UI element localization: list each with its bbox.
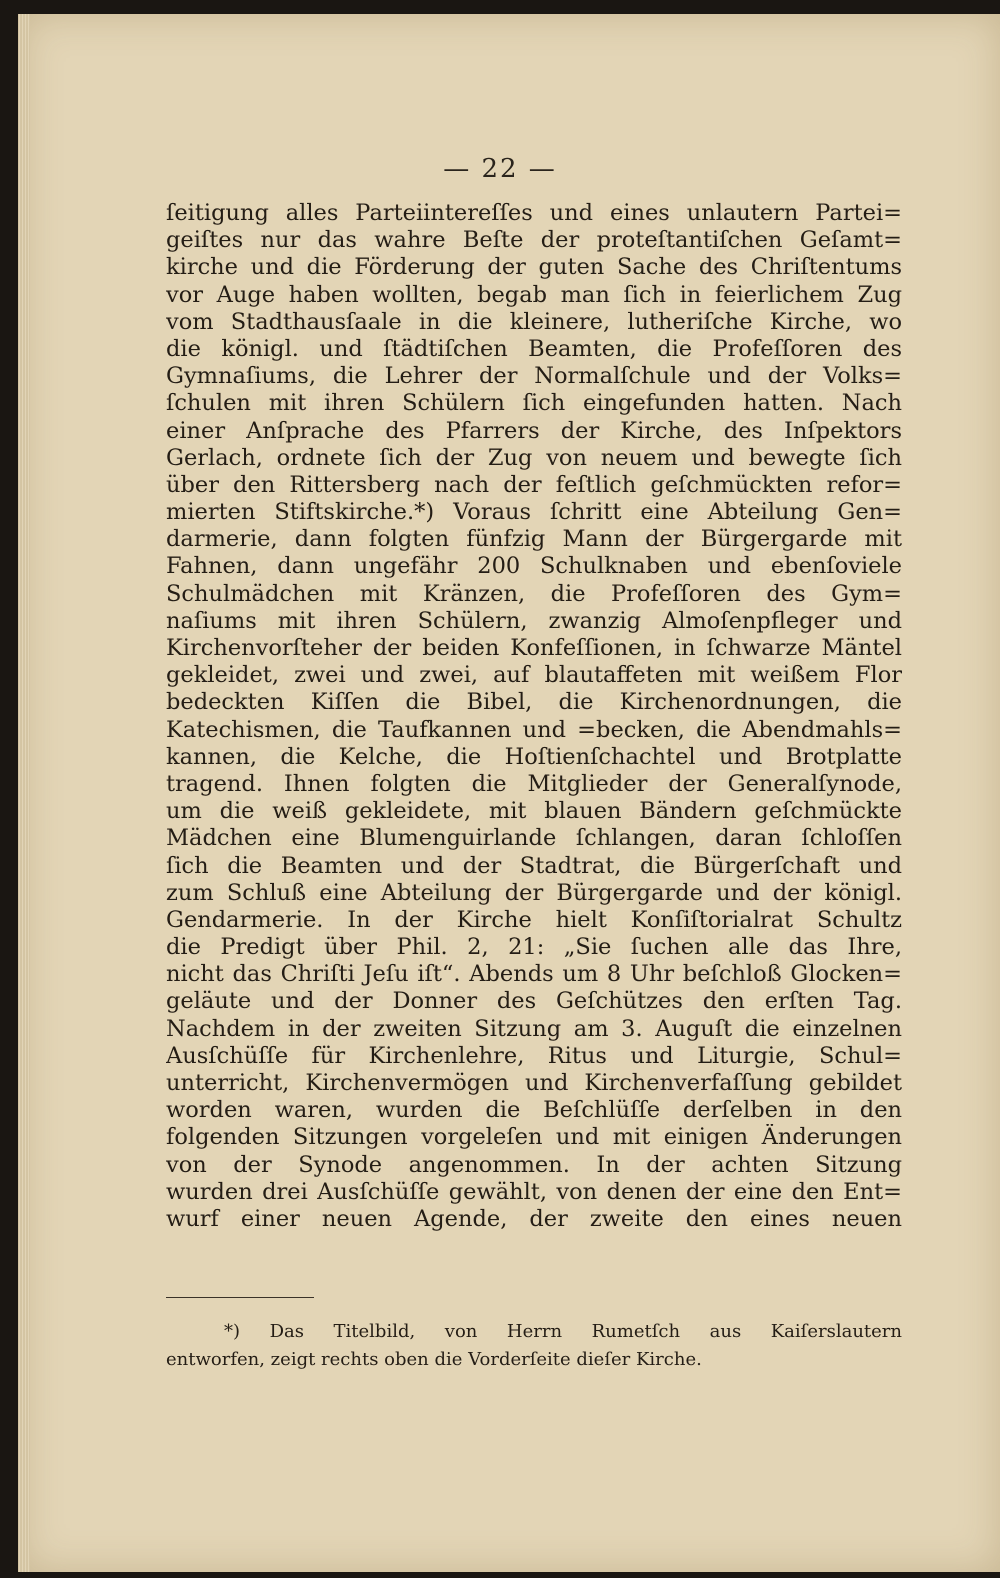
text-line: folgenden Sitzungen vorgeleſen und mit einigen Änderungen [166,1124,902,1151]
body-text [166,200,902,1233]
text-line: mierten Stiftskirche.*) Voraus ſchritt eine Abteilung Gen= [166,499,902,526]
footnote-line: *) Das Titelbild, von Herrn Rumetſch aus Kaiſerslautern [224,1321,902,1342]
text-line: Kirchenvorſteher der beiden Konfeſſionen, in ſchwarze Mäntel [166,635,902,661]
text-line: zum Schluß eine Abteilung der Bürgergarde und der königl. [166,879,902,906]
text-line: die königl. und ſtädtiſchen Beamten, die Profeſſoren des [166,335,902,362]
text-line: Mädchen eine Blumenguirlande ſchlangen, daran ſchloſſen [166,825,902,852]
page-edge-stack [18,14,30,1572]
text-line: Gendarmerie. In der Kirche hielt Konſiſtorialrat Schultz [166,906,902,933]
footnote [166,1318,902,1374]
text-line: Nachdem in der zweiten Sitzung am 3. Auguſt die einzelnen [166,1015,902,1042]
text-line: ſich die Beamten und der Stadtrat, die Bürgerſchaft und [166,852,902,879]
text-line: Fahnen, dann ungefähr 200 Schulknaben und ebenſoviele [166,553,902,580]
text-line: Gymnaſiums, die Lehrer der Normalſchule und der Volks= [166,363,902,390]
text-line: Katechismen, die Taufkannen und =becken, die Abendmahls= [166,716,902,743]
text-line: nicht das Chriſti Jeſu iſt“. Abends um 8 Uhr beſchloß Glocken= [166,961,902,988]
text-line: wurf einer neuen Agende, der zweite den eines neuen [166,1205,902,1232]
text-line: einer Anſprache des Pfarrers der Kirche, des Inſpektors [166,417,902,444]
text-line: vor Auge haben wollten, begab man ſich in feierlichem Zug [166,281,902,308]
text-line: Ausſchüſſe für Kirchenlehre, Ritus und Liturgie, Schul= [166,1042,902,1069]
text-line: Schulmädchen mit Kränzen, die Profeſſoren des Gym= [166,580,902,607]
text-line: vom Stadthausſaale in die kleinere, lutheriſche Kirche, wo [166,308,902,335]
text-line: über den Rittersberg nach der feſtlich geſchmückten refor= [166,471,902,498]
text-line: ſeitigung alles Parteiintereſſes und eines unlautern Partei= [166,200,902,226]
page-number: — 22 — [443,154,557,184]
text-line: die Predigt über Phil. 2, 21: „Sie ſuchen alle das Ihre, [166,934,902,961]
text-line: tragend. Ihnen folgten die Mitglieder der Generalſynode, [166,770,902,797]
text-line: naſiums mit ihren Schülern, zwanzig Almoſenpfleger und [166,607,902,634]
text-line: bedeckten Kiſſen die Bibel, die Kirchenordnungen, die [166,689,902,716]
footnote-rule [166,1297,314,1298]
text-line: worden waren, wurden die Beſchlüſſe derſelben in den [166,1097,902,1124]
text-line: um die weiß gekleidete, mit blauen Bändern geſchmückte [166,798,902,825]
text-line: unterricht, Kirchenvermögen und Kirchenverfaſſung gebildet [166,1070,902,1096]
text-line: kannen, die Kelche, die Hoſtienſchachtel und Brotplatte [166,743,902,770]
text-line: ſchulen mit ihren Schülern ſich eingefunden hatten. Nach [166,390,902,417]
text-line: Gerlach, ordnete ſich der Zug von neuem und bewegte ſich [166,444,902,471]
text-line: darmerie, dann folgten fünfzig Mann der Bürgergarde mit [166,526,902,553]
footnote-line: entworfen, zeigt rechts oben die Vorderſeite dieſer Kirche. [166,1349,702,1370]
text-line: gekleidet, zwei und zwei, auf blautaffeten mit weißem Flor [166,662,902,689]
text-line: kirche und die Förderung der guten Sache des Chriſtentums [166,254,902,281]
text-line: wurden drei Ausſchüſſe gewählt, von denen der eine den Ent= [166,1178,902,1205]
text-line: geiſtes nur das wahre Beſte der proteſtantiſchen Geſamt= [166,227,902,254]
text-line: von der Synode angenommen. In der achten Sitzung [166,1151,902,1178]
text-line: geläute und der Donner des Geſchützes den erſten Tag. [166,988,902,1015]
